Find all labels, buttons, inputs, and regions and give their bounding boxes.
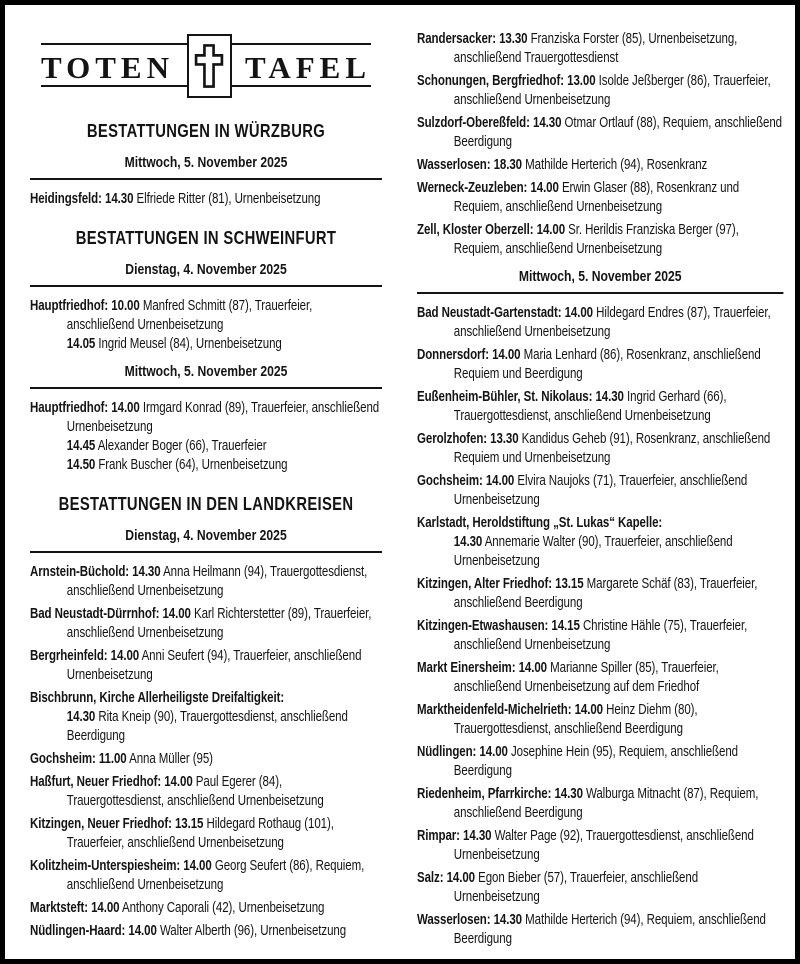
- entry-line-first: Hauptfriedhof: 14.00 Irmgard Konrad (89), Trauerfeier, anschließend Urnenbeisetzung: [30, 400, 380, 435]
- funeral-entry: [417, 72, 783, 110]
- funeral-entry: [417, 472, 783, 510]
- funeral-entry: [417, 514, 783, 571]
- funeral-entry: [417, 304, 783, 342]
- entry-line-first: Markt Einersheim: 14.00 Marianne Spiller (85), Trauerfeier, anschließend Urnenbeisetzung auf dem Friedhof: [417, 660, 719, 695]
- entry-line-first: Kitzingen-Etwashausen: 14.15 Christine Hähle (75), Trauerfeier, anschließend Urnenbeisetzung: [417, 618, 748, 653]
- entry-line-first: Marktsteft: 14.00 Anthony Caporali (42), Urnenbeisetzung: [30, 900, 325, 916]
- masthead: [41, 30, 371, 102]
- funeral-entry: [417, 221, 783, 259]
- right-column: [417, 30, 783, 953]
- left-column: [30, 30, 382, 945]
- left-column-blocks: [30, 102, 382, 945]
- funeral-entry: [30, 399, 382, 475]
- date-header: [30, 260, 382, 287]
- entry-line-first: Nüdlingen-Haard: 14.00 Walter Alberth (96), Urnenbeisetzung: [30, 923, 347, 939]
- masthead-word-right: TAFEL: [244, 49, 371, 85]
- funeral-entry: [417, 388, 783, 426]
- entry-line-first: Bischbrunn, Kirche Allerheiligste Dreifaltigkeit:: [30, 690, 285, 706]
- cross-icon: [187, 34, 232, 98]
- date-header: [417, 267, 783, 294]
- funeral-entry: [417, 179, 783, 217]
- entry-line-first: Heidingsfeld: 14.30 Elfriede Ritter (81), Urnenbeisetzung: [30, 191, 321, 207]
- date-label: Mittwoch, 5. November 2025: [124, 363, 288, 380]
- section-title: BESTATTUNGEN IN SCHWEINFURT: [75, 227, 337, 248]
- funeral-entry: [417, 827, 783, 865]
- funeral-entry: [417, 911, 783, 949]
- entry-line-continued: 14.05 Ingrid Meusel (84), Urnenbeisetzung: [66, 336, 282, 352]
- masthead-word-left: TOTEN: [41, 49, 174, 85]
- entry-line-continued: 14.50 Frank Buscher (64), Urnenbeisetzung: [66, 457, 288, 473]
- entry-line-first: Kolitzheim-Unterspiesheim: 14.00 Georg Seufert (86), Requiem, anschließend Urnenbeisetzung: [30, 858, 365, 893]
- funeral-entry: [417, 156, 783, 175]
- right-column-blocks: [417, 30, 783, 953]
- funeral-entry: [30, 857, 382, 895]
- entry-line-first: Werneck-Zeuzleben: 14.00 Erwin Glaser (88), Rosenkranz und Requiem, anschließend Urnenbeisetzung: [417, 180, 740, 215]
- section-title: BESTATTUNGEN IN WÜRZBURG: [86, 120, 326, 141]
- entry-line-first: Schonungen, Bergfriedhof: 13.00 Isolde Jeßberger (86), Trauerfeier, anschließend Urnenbeisetzung: [417, 73, 771, 108]
- date-label: Dienstag, 4. November 2025: [125, 527, 287, 544]
- entry-line-first: Randersacker: 13.30 Franziska Forster (85), Urnenbeisetzung, anschließend Trauergottesdienst: [417, 31, 738, 66]
- entry-line-first: Kitzingen, Neuer Friedhof: 13.15 Hildegard Rothaug (101), Trauerfeier, anschließend Urnenbeisetzung: [30, 816, 334, 851]
- entry-line-first: Nüdlingen: 14.00 Josephine Hein (95), Requiem, anschließend Beerdigung: [417, 744, 738, 779]
- entry-line-first: Rimpar: 14.30 Walter Page (92), Trauergottesdienst, anschließend Urnenbeisetzung: [417, 828, 754, 863]
- entry-line-first: Bad Neustadt-Gartenstadt: 14.00 Hildegard Endres (87), Trauerfeier, anschließend Urnenbeisetzung: [417, 305, 771, 340]
- entry-line-first: Bergrheinfeld: 14.00 Anni Seufert (94), Trauerfeier, anschließend Urnenbeisetzung: [30, 648, 362, 683]
- entry-line-first: Arnstein-Büchold: 14.30 Anna Heilmann (94), Trauergottesdienst, anschließend Urnenbeisetzung: [30, 564, 368, 599]
- date-header: [30, 526, 382, 553]
- entry-line-first: Marktheidenfeld-Michelrieth: 14.00 Heinz Diehm (80), Trauergottesdienst, anschließend Beerdigung: [417, 702, 698, 737]
- section-title: BESTATTUNGEN IN DEN LANDKREISEN: [58, 493, 354, 514]
- entry-line-first: Gochsheim: 14.00 Elvira Naujoks (71), Trauerfeier, anschließend Urnenbeisetzung: [417, 473, 748, 508]
- masthead-row: [41, 30, 371, 102]
- entry-line-first: Salz: 14.00 Egon Bieber (57), Trauerfeier, anschließend Urnenbeisetzung: [417, 870, 699, 905]
- funeral-entry: [30, 773, 382, 811]
- entry-line-continued: 14.45 Alexander Boger (66), Trauerfeier: [66, 438, 267, 454]
- entry-line-first: Hauptfriedhof: 10.00 Manfred Schmitt (87), Trauerfeier, anschließend Urnenbeisetzung: [30, 298, 313, 333]
- entry-line-first: Zell, Kloster Oberzell: 14.00 Sr. Herildis Franziska Berger (97), Requiem, anschließend Urnenbeisetzung: [417, 222, 739, 257]
- entry-line-continued: 14.30 Rita Kneip (90), Trauergottesdienst, anschließend Beerdigung: [66, 709, 348, 744]
- funeral-entry: [30, 190, 382, 209]
- entry-line-continued: 14.30 Annemarie Walter (90), Trauerfeier, anschließend Urnenbeisetzung: [453, 534, 733, 569]
- entry-line-first: Haßfurt, Neuer Friedhof: 14.00 Paul Egerer (84), Trauergottesdienst, anschließend Urnenbeisetzung: [30, 774, 324, 809]
- funeral-entry: [30, 899, 382, 918]
- funeral-entry: [30, 647, 382, 685]
- funeral-entry: [417, 346, 783, 384]
- entry-line-first: Wasserlosen: 18.30 Mathilde Herterich (94), Rosenkranz: [417, 157, 708, 173]
- funeral-entry: [30, 297, 382, 354]
- date-header: [30, 362, 382, 389]
- funeral-entry: [417, 575, 783, 613]
- entry-line-first: Karlstadt, Heroldstiftung „St. Lukas“ Kapelle:: [417, 515, 663, 531]
- entry-line-first: Eußenheim-Bühler, St. Nikolaus: 14.30 Ingrid Gerhard (66), Trauergottesdienst, anschließend Urnenbeisetzung: [417, 389, 727, 424]
- funeral-entry: [30, 922, 382, 941]
- funeral-entry: [30, 563, 382, 601]
- entry-line-first: Kitzingen, Alter Friedhof: 13.15 Margarete Schäf (83), Trauerfeier, anschließend Beerdigung: [417, 576, 758, 611]
- date-header: [30, 153, 382, 180]
- funeral-entry: [417, 659, 783, 697]
- funeral-entry: [30, 605, 382, 643]
- funeral-entry: [417, 430, 783, 468]
- date-label: Mittwoch, 5. November 2025: [124, 154, 288, 171]
- entry-line-first: Wasserlosen: 14.30 Mathilde Herterich (94), Requiem, anschließend Beerdigung: [417, 912, 766, 947]
- funeral-entry: [30, 815, 382, 853]
- funeral-entry: [30, 750, 382, 769]
- funeral-entry: [417, 617, 783, 655]
- entry-line-first: Gerolzhofen: 13.30 Kandidus Geheb (91), Rosenkranz, anschließend Requiem und Urnenbeisetzung: [417, 431, 771, 466]
- funeral-entry: [417, 785, 783, 823]
- entry-line-first: Bad Neustadt-Dürrnhof: 14.00 Karl Richterstetter (89), Trauerfeier, anschließend Urnenbeisetzung: [30, 606, 372, 641]
- funeral-entry: [417, 30, 783, 68]
- funeral-entry: [30, 689, 382, 746]
- funeral-entry: [417, 114, 783, 152]
- date-label: Dienstag, 4. November 2025: [125, 261, 287, 278]
- entry-line-first: Riedenheim, Pfarrkirche: 14.30 Walburga Mitnacht (87), Requiem, anschließend Beerdigung: [417, 786, 759, 821]
- funeral-entry: [417, 743, 783, 781]
- entry-line-first: Donnersdorf: 14.00 Maria Lenhard (86), Rosenkranz, anschließend Requiem und Beerdigung: [417, 347, 761, 382]
- funeral-entry: [417, 701, 783, 739]
- entry-line-first: Sulzdorf-Obereßfeld: 14.30 Otmar Ortlauf (88), Requiem, anschließend Beerdigung: [417, 115, 782, 150]
- funeral-entry: [417, 869, 783, 907]
- date-label: Mittwoch, 5. November 2025: [518, 268, 682, 285]
- entry-line-first: Gochsheim: 11.00 Anna Müller (95): [30, 751, 213, 767]
